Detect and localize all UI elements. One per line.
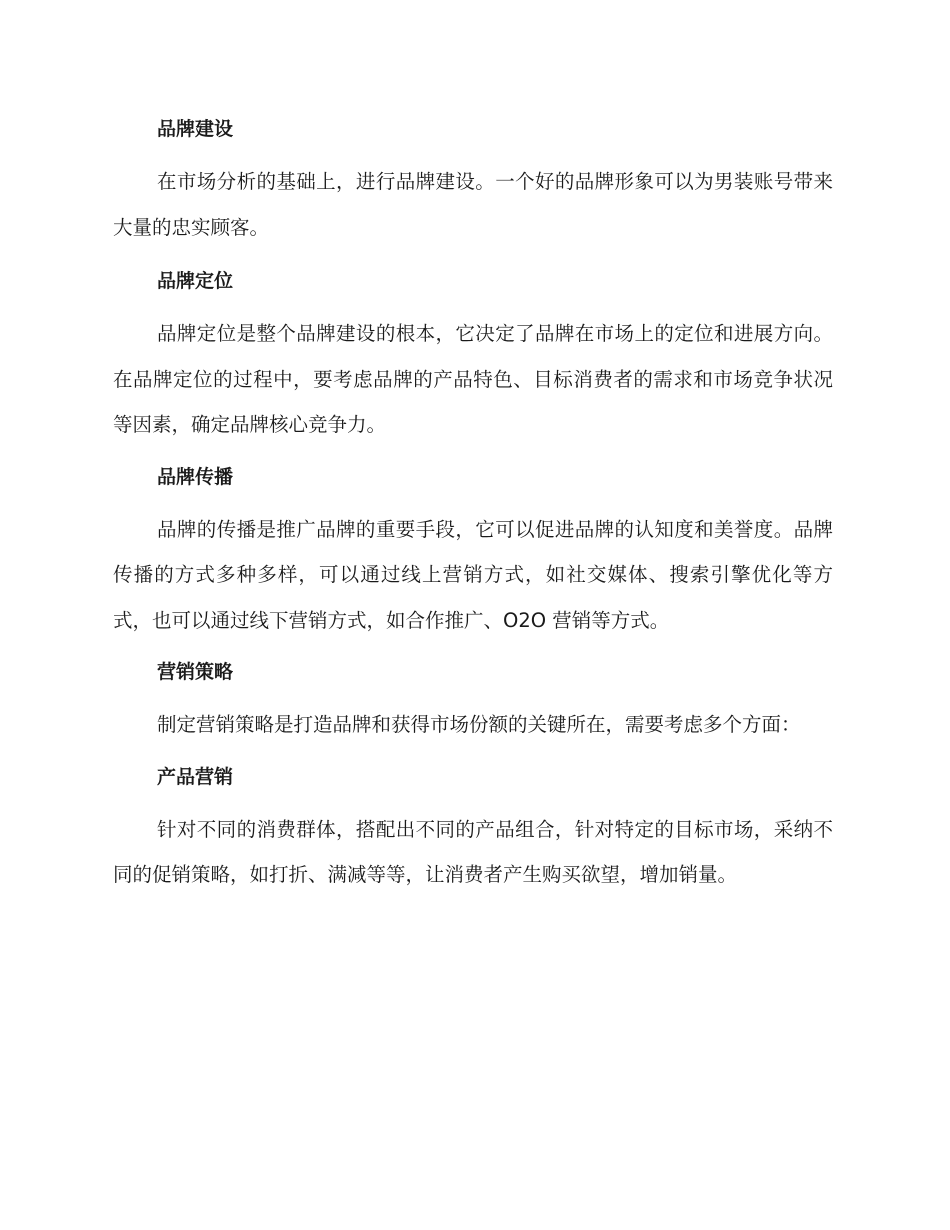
section-heading: 营销策略	[157, 661, 234, 683]
section-paragraph: 针对不同的消费群体，搭配出不同的产品组合，针对特定的目标市场，采纳不同的促销策略，如打折、满减等等，让消费者产生购买欲望，增加销量。	[113, 817, 833, 886]
section-paragraph: 制定营销策略是打造品牌和获得市场份额的关键所在，需要考虑多个方面：	[157, 713, 801, 736]
section-heading: 品牌定位	[157, 270, 234, 292]
section-heading: 品牌传播	[157, 465, 234, 488]
section-heading: 品牌建设	[157, 118, 234, 140]
section-heading: 产品营销	[157, 765, 234, 788]
section-paragraph: 品牌定位是整个品牌建设的根本，它决定了品牌在市场上的定位和进展方向。在品牌定位的过程中，要考虑品牌的产品特色、目标消费者的需求和市场竞争状况等因素，确定品牌核心竞争力。	[113, 322, 833, 436]
document-page	[113, 113, 833, 898]
section-paragraph: 品牌的传播是推广品牌的重要手段，它可以促进品牌的认知度和美誉度。品牌传播的方式多种多样，可以通过线上营销方式，如社交媒体、搜索引擎优化等方式，也可以通过线下营销方式，如合作推广、O2O 营销等方式。	[113, 517, 833, 632]
section-paragraph: 在市场分析的基础上，进行品牌建设。一个好的品牌形象可以为男装账号带来大量的忠实顾客。	[113, 170, 833, 239]
